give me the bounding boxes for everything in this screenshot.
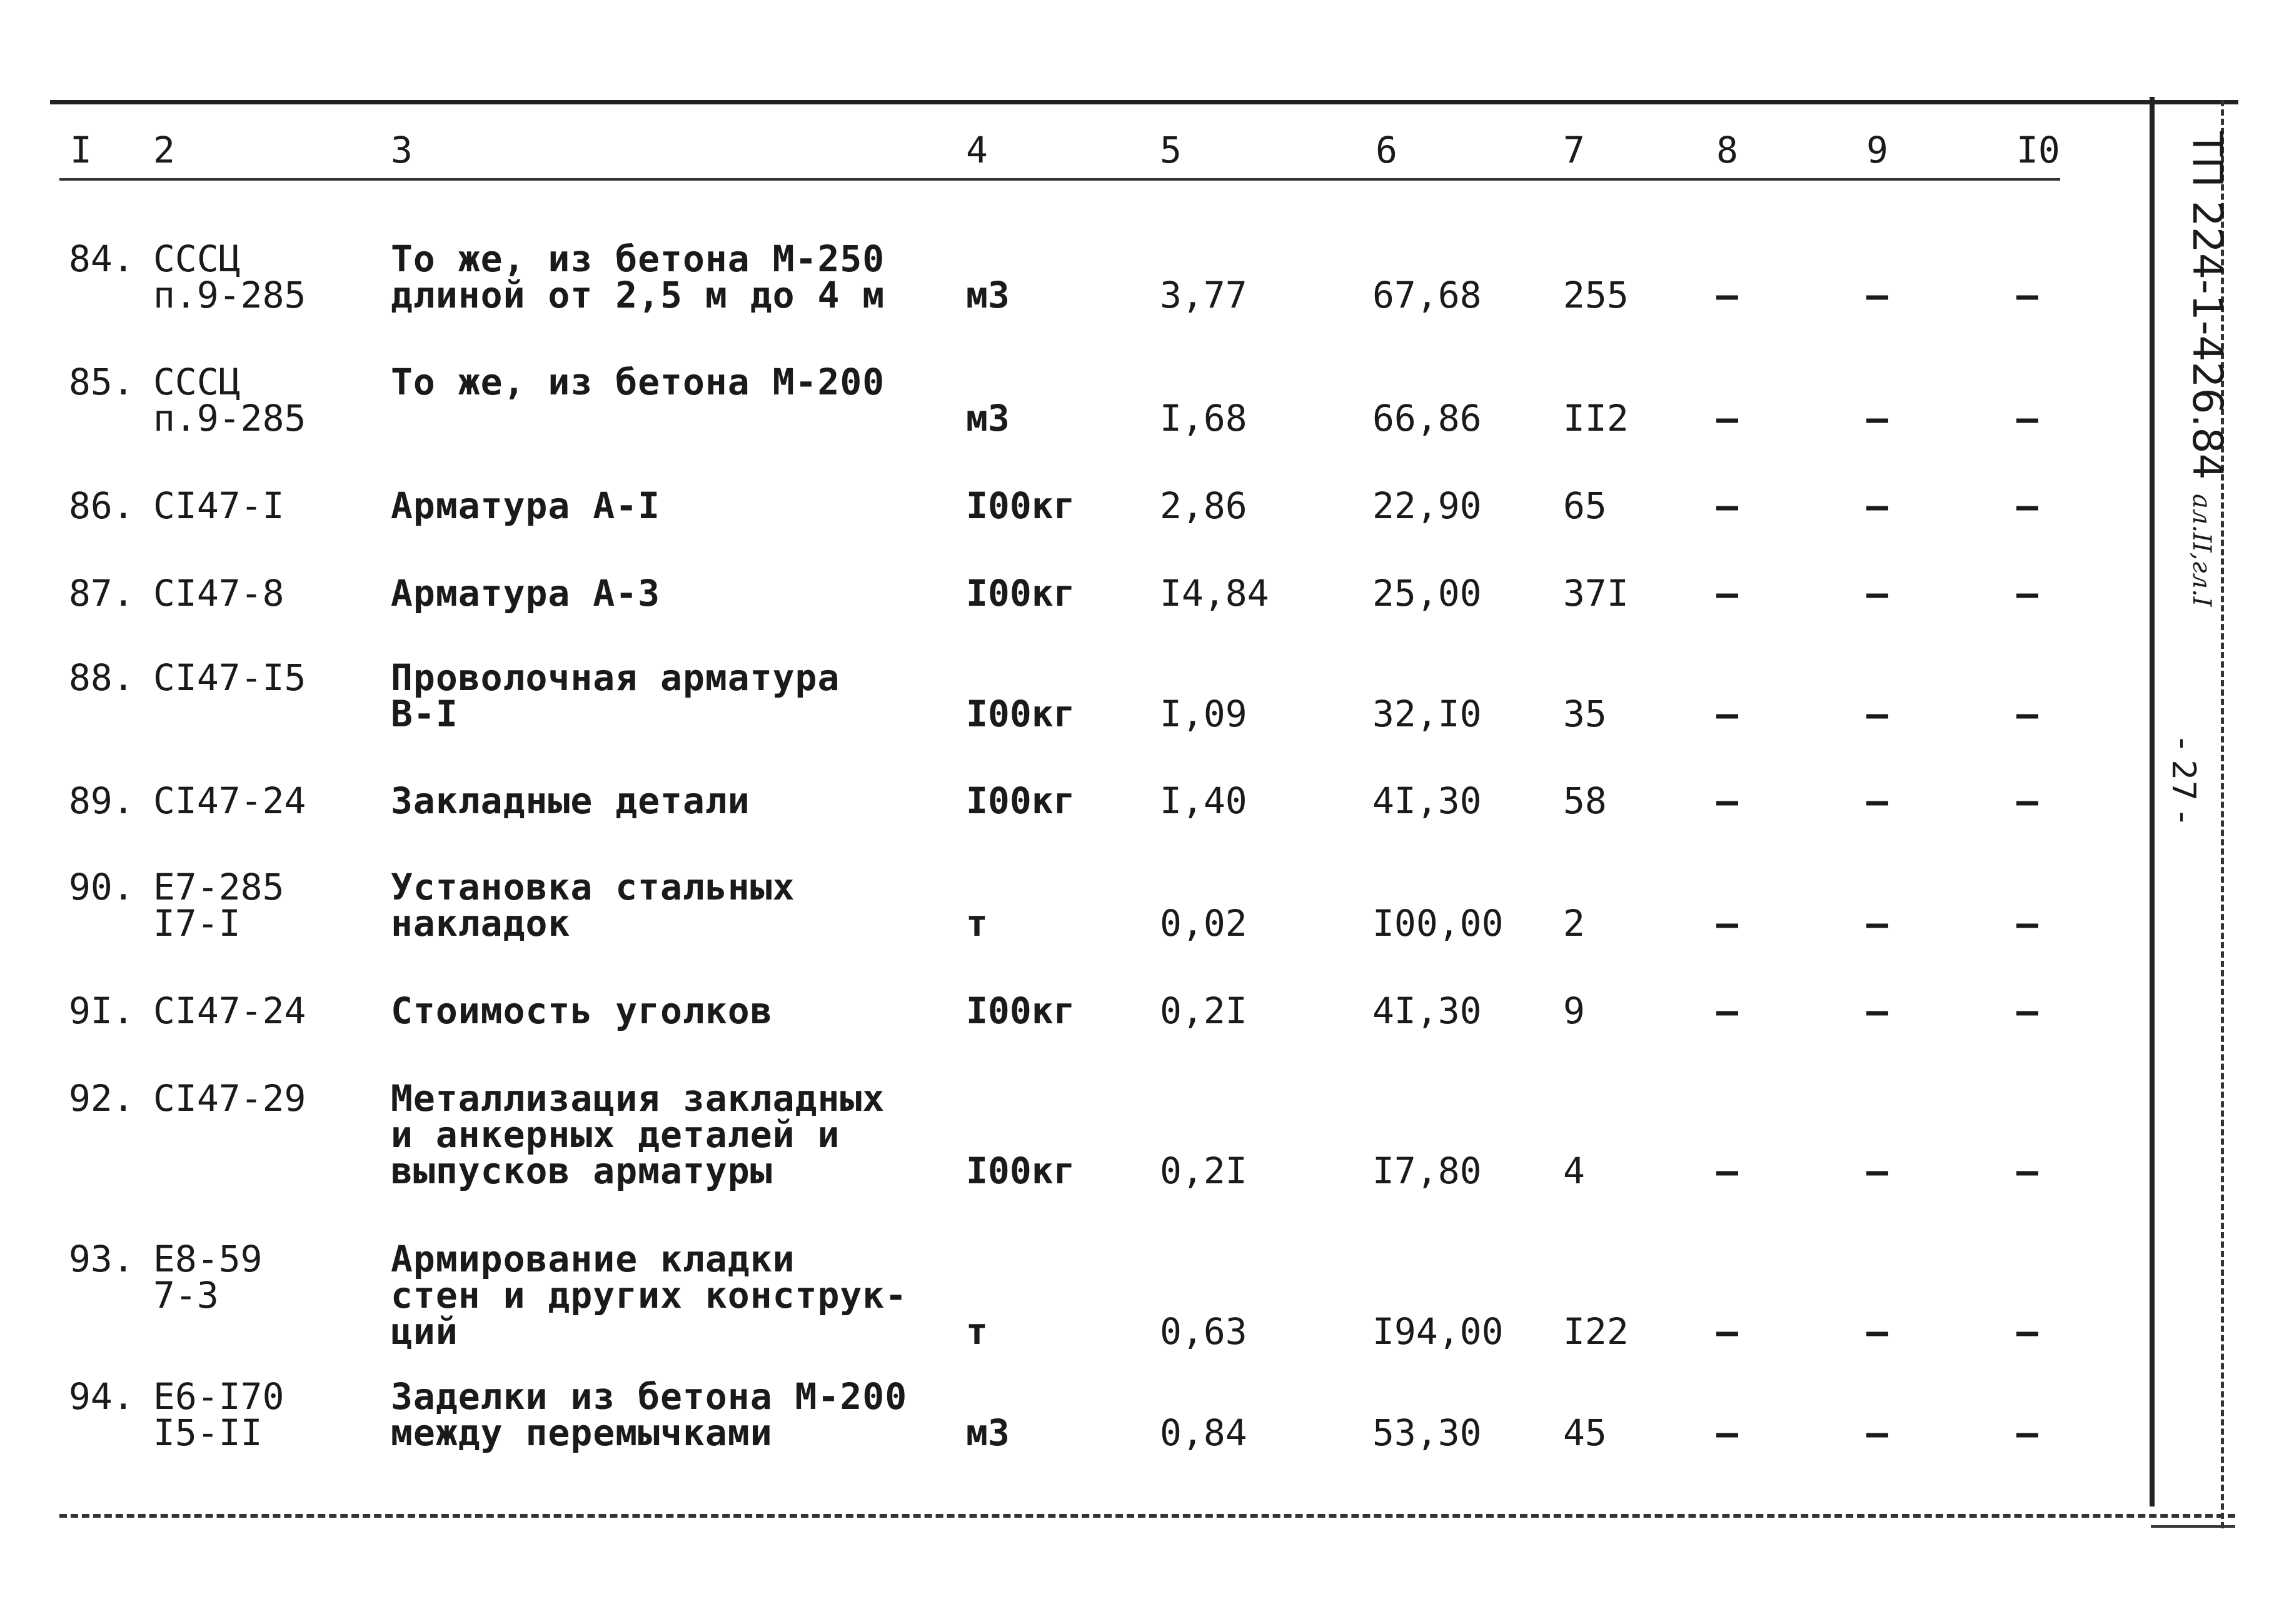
row-col9: – xyxy=(1866,902,1888,945)
col-header-2: 2 xyxy=(153,129,175,171)
col-header-4: 4 xyxy=(966,129,988,171)
row-quantity: 0,2I xyxy=(1160,1150,1247,1192)
row-col8: – xyxy=(1716,990,1738,1032)
bottom-rule xyxy=(59,1514,2235,1518)
row-cost: 2 xyxy=(1563,902,1585,945)
row-col9: – xyxy=(1866,1150,1888,1192)
row-number: 92. xyxy=(69,1077,134,1120)
row-quantity: I,40 xyxy=(1160,779,1247,822)
row-description: Армирование кладки стен и других конструк- ций xyxy=(391,1238,908,1353)
col-header-7: 7 xyxy=(1563,129,1585,171)
row-price: 25,00 xyxy=(1372,572,1482,614)
row-number: 94. xyxy=(69,1375,134,1418)
row-quantity: 0,63 xyxy=(1160,1310,1247,1353)
row-quantity: I4,84 xyxy=(1160,572,1269,614)
row-unit: I00кг xyxy=(966,990,1075,1032)
row-col10: – xyxy=(2016,693,2038,735)
row-col8: – xyxy=(1716,572,1738,614)
row-price: 66,86 xyxy=(1372,397,1482,439)
row-cost: 45 xyxy=(1563,1411,1607,1454)
row-cost: 255 xyxy=(1563,274,1629,316)
row-col10: – xyxy=(2016,274,2038,316)
header-rule xyxy=(59,178,2060,181)
row-col10: – xyxy=(2016,1150,2038,1192)
row-number: 88. xyxy=(69,656,134,699)
row-description: Металлизация закладных и анкерных деталей и выпусков арматуры xyxy=(391,1077,885,1192)
row-quantity: I,09 xyxy=(1160,693,1247,735)
row-price: 67,68 xyxy=(1372,274,1482,316)
row-code: Е8-59 7-3 xyxy=(153,1238,263,1316)
col-header-6: 6 xyxy=(1376,129,1397,171)
row-unit: м3 xyxy=(966,1411,1010,1454)
row-number: 9I. xyxy=(69,990,134,1032)
row-code: СССЦ п.9-285 xyxy=(153,361,306,439)
row-number: 86. xyxy=(69,484,134,527)
row-col10: – xyxy=(2016,484,2038,527)
row-number: 87. xyxy=(69,572,134,614)
row-code: СI47-24 xyxy=(153,990,306,1032)
row-quantity: 2,86 xyxy=(1160,484,1247,527)
row-code: СI47-29 xyxy=(153,1077,306,1120)
row-unit: м3 xyxy=(966,397,1010,439)
row-col8: – xyxy=(1716,693,1738,735)
row-cost: I22 xyxy=(1563,1310,1629,1353)
row-col10: – xyxy=(2016,990,2038,1032)
row-number: 85. xyxy=(69,361,134,403)
row-col10: – xyxy=(2016,397,2038,439)
row-col9: – xyxy=(1866,1310,1888,1353)
row-col8: – xyxy=(1716,779,1738,822)
row-quantity: 0,84 xyxy=(1160,1411,1247,1454)
row-description: Установка стальных накладок xyxy=(391,866,795,945)
page-number: - 27 - xyxy=(2165,738,2202,823)
row-cost: 4 xyxy=(1563,1150,1585,1192)
col-header-10: I0 xyxy=(2016,129,2060,171)
row-col9: – xyxy=(1866,484,1888,527)
row-quantity: I,68 xyxy=(1160,397,1247,439)
row-quantity: 3,77 xyxy=(1160,274,1247,316)
row-number: 90. xyxy=(69,866,134,908)
row-unit: I00кг xyxy=(966,693,1075,735)
row-code: СI47-I5 xyxy=(153,656,306,699)
row-code: Е6-I70 I5-II xyxy=(153,1375,284,1454)
row-price: 22,90 xyxy=(1372,484,1482,527)
stamp-bottom-rule xyxy=(2151,1525,2235,1528)
row-price: 4I,30 xyxy=(1372,779,1482,822)
row-number: 89. xyxy=(69,779,134,822)
row-description: Заделки из бетона М-200 между перемычками xyxy=(391,1375,908,1454)
document-code-stamp: ТП 224-1-426.84 xyxy=(2183,131,2231,480)
row-price: 53,30 xyxy=(1372,1411,1482,1454)
row-col9: – xyxy=(1866,779,1888,822)
row-code: СССЦ п.9-285 xyxy=(153,238,306,316)
row-col8: – xyxy=(1716,397,1738,439)
row-code: СI47-I xyxy=(153,484,284,527)
row-quantity: 0,2I xyxy=(1160,990,1247,1032)
row-unit: I00кг xyxy=(966,1150,1075,1192)
col-header-3: 3 xyxy=(391,129,413,171)
table-right-border xyxy=(2150,97,2155,1506)
row-price: I00,00 xyxy=(1372,902,1504,945)
row-cost: 65 xyxy=(1563,484,1607,527)
row-unit: т xyxy=(966,902,988,945)
col-header-9: 9 xyxy=(1866,129,1888,171)
row-number: 84. xyxy=(69,238,134,280)
row-number: 93. xyxy=(69,1238,134,1280)
row-col8: – xyxy=(1716,1150,1738,1192)
col-header-5: 5 xyxy=(1160,129,1182,171)
row-col9: – xyxy=(1866,1411,1888,1454)
row-col10: – xyxy=(2016,902,2038,945)
row-code: СI47-24 xyxy=(153,779,306,822)
row-cost: 9 xyxy=(1563,990,1585,1032)
album-note: ал.II,гл.I xyxy=(2187,494,2216,607)
row-unit: I00кг xyxy=(966,484,1075,527)
row-col8: – xyxy=(1716,274,1738,316)
row-cost: 58 xyxy=(1563,779,1607,822)
row-col9: – xyxy=(1866,693,1888,735)
row-col9: – xyxy=(1866,572,1888,614)
row-price: I94,00 xyxy=(1372,1310,1504,1353)
row-description: Стоимость уголков xyxy=(391,990,773,1032)
row-col10: – xyxy=(2016,779,2038,822)
row-col9: – xyxy=(1866,990,1888,1032)
row-unit: I00кг xyxy=(966,572,1075,614)
row-col8: – xyxy=(1716,902,1738,945)
row-col9: – xyxy=(1866,274,1888,316)
row-col8: – xyxy=(1716,484,1738,527)
row-code: Е7-285 I7-I xyxy=(153,866,284,945)
row-description: Закладные детали xyxy=(391,779,750,822)
row-price: 4I,30 xyxy=(1372,990,1482,1032)
row-unit: т xyxy=(966,1310,988,1353)
row-description: Проволочная арматура В-I xyxy=(391,656,840,735)
row-col10: – xyxy=(2016,1310,2038,1353)
row-col8: – xyxy=(1716,1310,1738,1353)
row-quantity: 0,02 xyxy=(1160,902,1247,945)
row-cost: 35 xyxy=(1563,693,1607,735)
row-price: 32,I0 xyxy=(1372,693,1482,735)
row-cost: 37I xyxy=(1563,572,1629,614)
row-description: То же, из бетона М-250 длиной от 2,5 м до 4 м xyxy=(391,238,885,316)
row-description: Арматура А-I xyxy=(391,484,661,527)
col-header-1: I xyxy=(70,129,92,171)
top-rule xyxy=(50,100,2238,104)
row-col8: – xyxy=(1716,1411,1738,1454)
col-header-8: 8 xyxy=(1716,129,1738,171)
row-col10: – xyxy=(2016,572,2038,614)
row-unit: м3 xyxy=(966,274,1010,316)
row-col9: – xyxy=(1866,397,1888,439)
row-col10: – xyxy=(2016,1411,2038,1454)
row-unit: I00кг xyxy=(966,779,1075,822)
row-code: СI47-8 xyxy=(153,572,284,614)
row-cost: II2 xyxy=(1563,397,1629,439)
row-price: I7,80 xyxy=(1372,1150,1482,1192)
row-description: Арматура А-3 xyxy=(391,572,661,614)
row-description: То же, из бетона М-200 xyxy=(391,361,885,403)
